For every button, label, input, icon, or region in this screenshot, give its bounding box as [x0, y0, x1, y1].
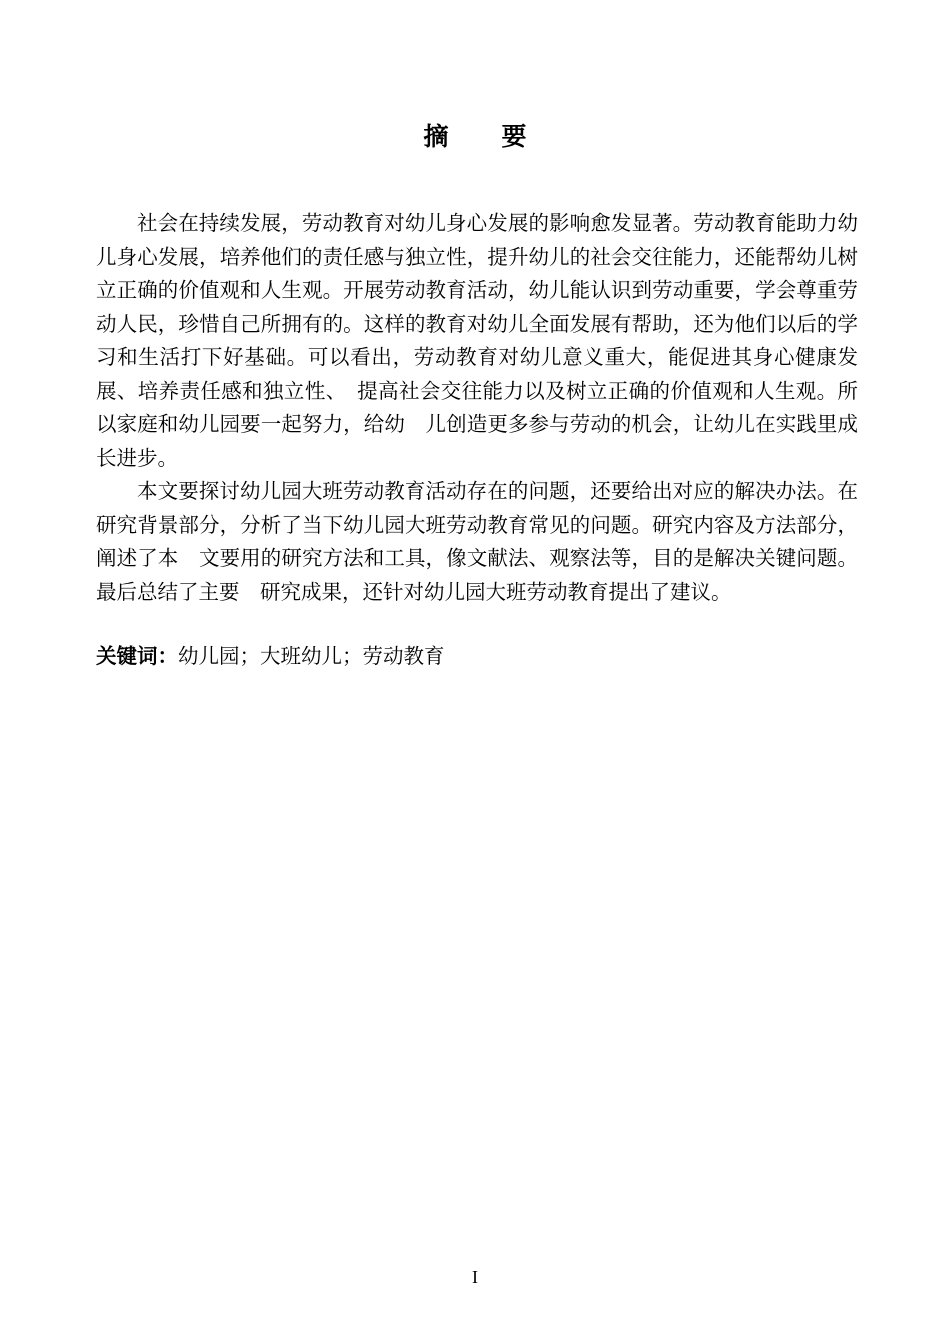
page-title: 摘 要 [423, 122, 541, 151]
keywords-line [0, 640, 950, 675]
abstract-body [0, 208, 950, 610]
page-number: I [472, 1267, 478, 1287]
keywords-label: 关键词： [96, 644, 178, 668]
paragraph: 本文要探讨幼儿园大班劳动教育活动存在的问题，还要给出对应的解决办法。在研究背景部分，分析了当下幼儿园大班劳动教育常见的问题。研究内容及方法部分，阐述了本 文要用的研究方法和工具，像文献法、观察法等，目的是解决关键问题。最后总结了主要 研究成果，还针对幼儿园大班劳动教育提出了建议。 [96, 481, 858, 604]
paragraph: 社会在持续发展，劳动教育对幼儿身心发展的影响愈发显著。劳动教育能助力幼儿身心发展，培养他们的责任感与独立性，提升幼儿的社会交往能力，还能帮幼儿树立正确的价值观和人生观。开展劳动教育活动，幼儿能认识到劳动重要，学会尊重劳动人民，珍惜自己所拥有的。这样的教育对幼儿全面发展有帮助，还为他们以后的学习和生活打下好基础。可以看出，劳动教育对幼儿意义重大，能促进其身心健康发展、培养责任感和独立性、 提高社会交往能力以及树立正确的价值观和人生观。所以家庭和幼儿园要一起努力，给幼 儿创造更多参与劳动的机会，让幼儿在实践里成长进步。 [96, 213, 858, 470]
keywords-value: 幼儿园；大班幼儿；劳动教育 [178, 646, 445, 668]
